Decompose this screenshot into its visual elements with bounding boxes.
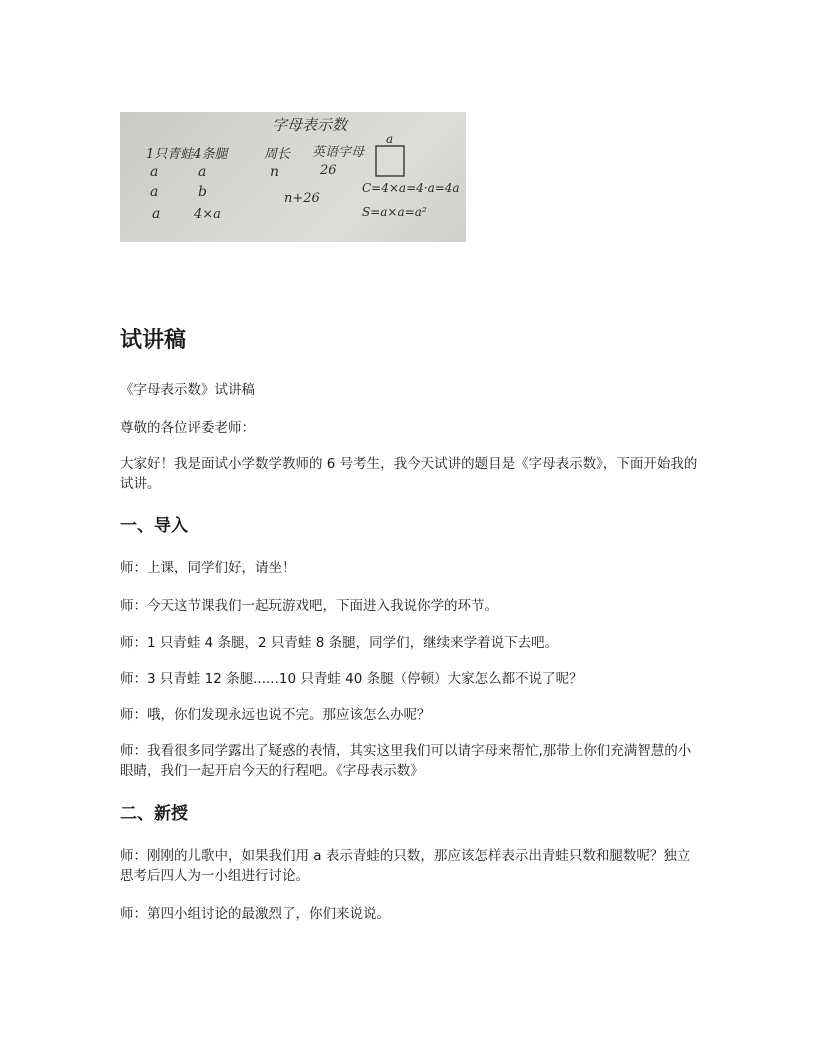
s1-paragraph: 师：上课，同学们好，请坐！ [120, 560, 296, 576]
hw-col2-n26: n+26 [284, 191, 320, 206]
hw-row2-b: b [198, 184, 207, 200]
hw-col2-n: n [270, 164, 280, 180]
hw-col3-26: 26 [320, 163, 337, 178]
s1-paragraph: 师：我看很多同学露出了疑惑的表情，其实这里我们可以请字母来帮忙,那带上你们充满智慧的小眼睛，我们一起开启今天的行程吧。《字母表示数》 [120, 743, 692, 779]
hw-square-label: a [386, 132, 394, 146]
hw-formula-c: C=4×a=4·a=4a [362, 181, 460, 195]
hw-row3-b: 4×a [194, 207, 221, 222]
hw-col1-header: 1只青蛙4条腿 [146, 147, 228, 162]
hw-col2-header: 周长 [264, 147, 291, 162]
hw-row3-a: a [152, 206, 161, 222]
hw-row1-b: a [198, 164, 207, 180]
hw-formula-s: S=a×a=a² [362, 205, 427, 219]
document-title: 试讲稿 [120, 328, 187, 353]
s1-paragraph: 师：1 只青蛙 4 条腿，2 只青蛙 8 条腿，同学们，继续来学着说下去吧。 [120, 635, 559, 651]
s2-paragraph: 师：第四小组讨论的最激烈了，你们来说说。 [120, 906, 390, 922]
s1-paragraph: 师：哦，你们发现永远也说不完。那应该怎么办呢？ [120, 707, 431, 723]
section-heading-new-lesson: 二、新授 [120, 804, 188, 824]
handwritten-notes-photo [120, 112, 466, 242]
hw-title: 字母表示数 [272, 116, 348, 134]
hw-row1-a: a [150, 164, 159, 180]
hw-row2-a: a [150, 184, 159, 200]
lesson-subtitle: 《字母表示数》试讲稿 [120, 382, 255, 398]
hw-square-shape [376, 146, 404, 176]
hw-col3-header: 英语字母 [312, 145, 365, 160]
s1-paragraph: 师：今天这节课我们一起玩游戏吧，下面进入我说你学的环节。 [120, 598, 498, 614]
greeting: 尊敬的各位评委老师： [120, 420, 255, 436]
s1-paragraph: 师：3 只青蛙 12 条腿......10 只青蛙 40 条腿（停顿）大家怎么都不说了呢？ [120, 671, 583, 687]
s2-paragraph: 师：刚刚的儿歌中，如果我们用 a 表示青蛙的只数，那应该怎样表示出青蛙只数和腿数呢？独立思考后四人为一小组进行讨论。 [120, 848, 691, 884]
intro-paragraph: 大家好！我是面试小学数学教师的 6 号考生，我今天试讲的题目是《字母表示数》，下面开始我的试讲。 [120, 456, 698, 492]
section-heading-intro: 一、导入 [120, 516, 188, 536]
